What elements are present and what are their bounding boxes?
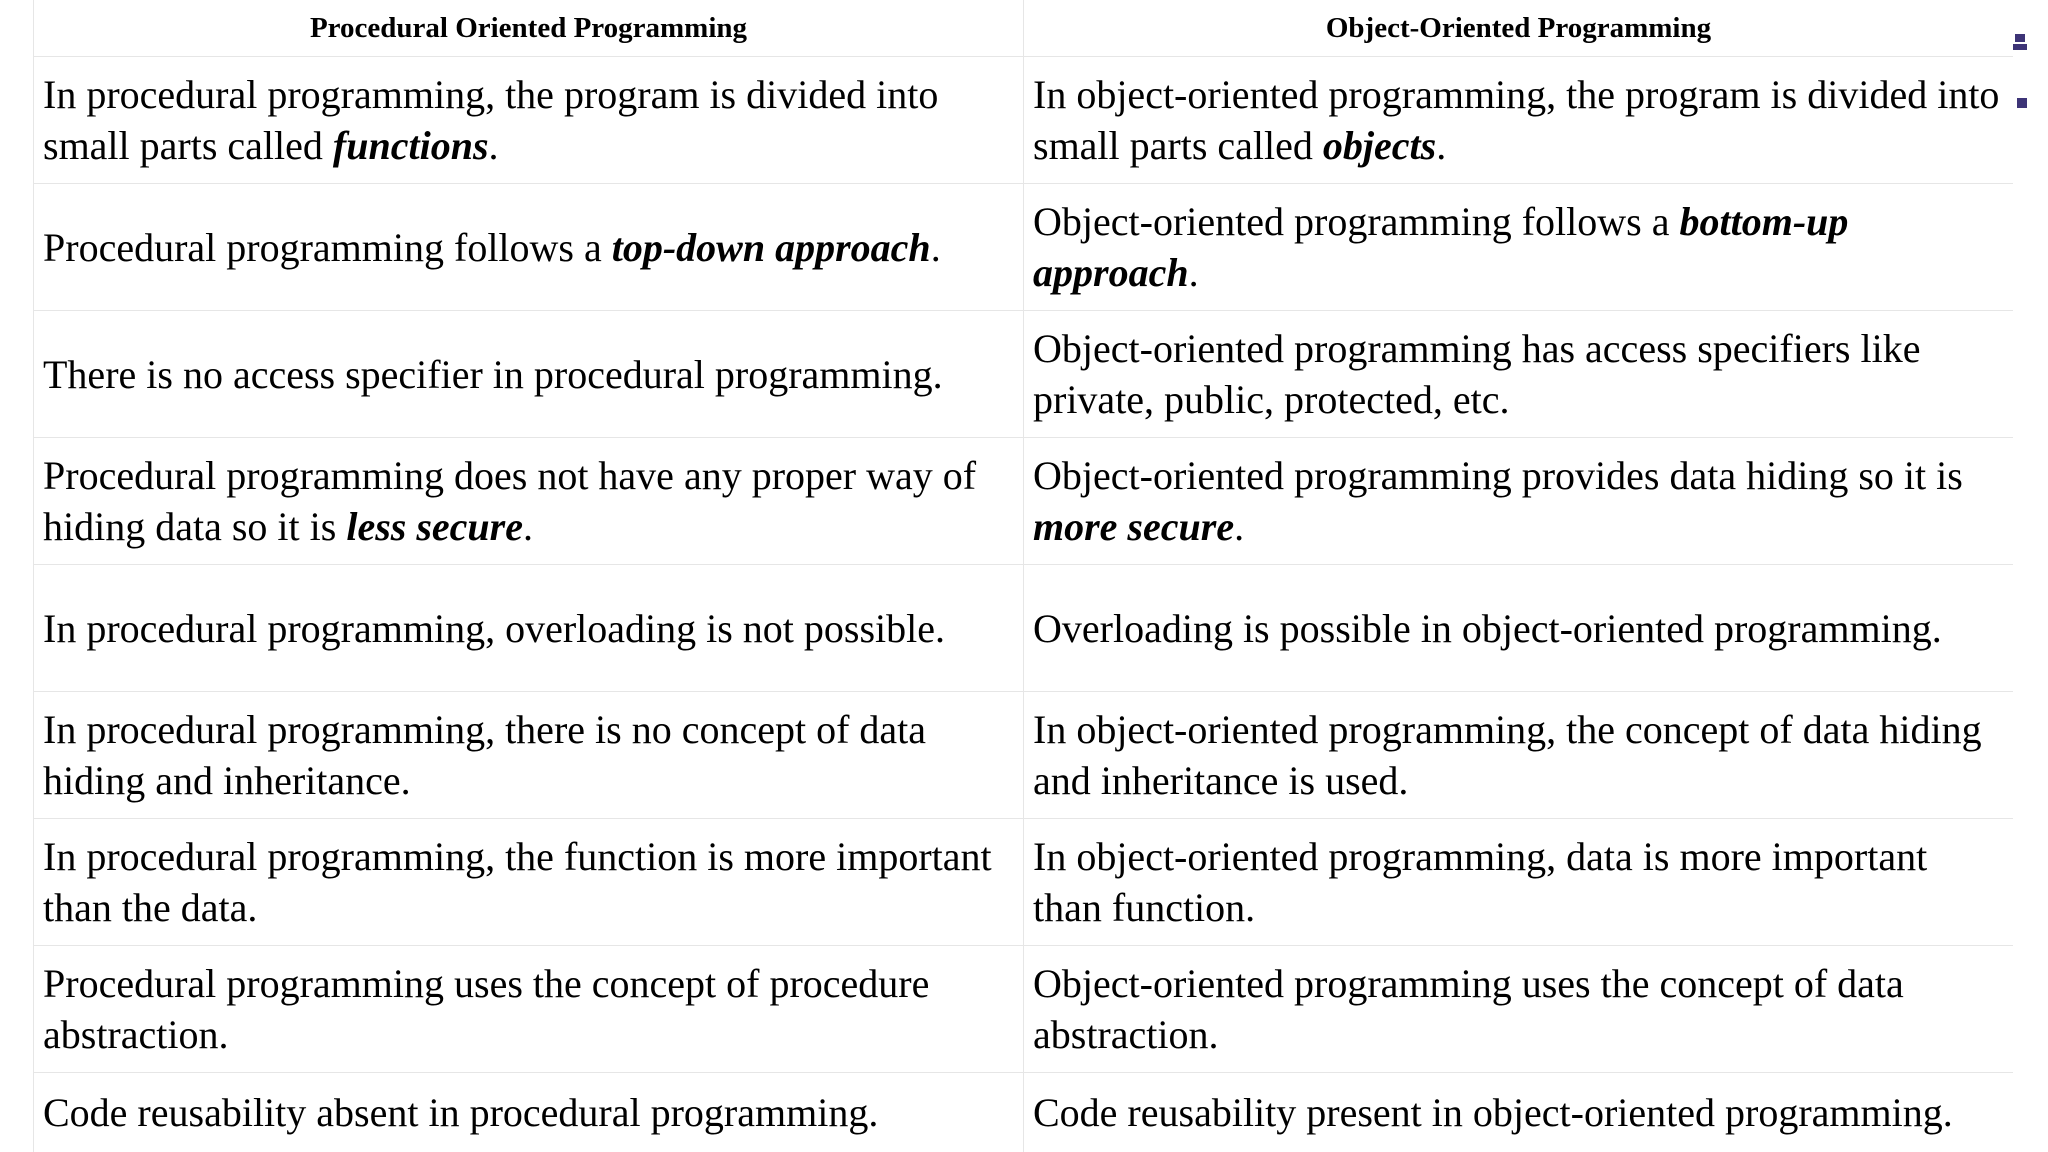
cell-text: Object-oriented programming follows a [1033,199,1680,244]
cell-text: . [1234,504,1245,549]
procedural-cell [34,57,1024,184]
cell-text: In object-oriented programming, the program is divided into small parts called [1033,72,2000,168]
cell-text: In procedural programming, the function is more important than the data. [43,834,992,930]
emphasized-term: objects [1322,123,1437,168]
cell-text: . [522,504,533,549]
cell-text: Procedural programming follows a [43,224,612,270]
table-row [34,946,2014,1073]
procedural-cell [34,565,1024,692]
table-row [34,311,2014,438]
table-header-row [34,0,2014,57]
emphasized-term: less secure [346,504,523,549]
object-oriented-cell [1024,311,2014,438]
cell-text: There is no access specifier in procedural programming. [43,351,943,397]
cell-text: Object-oriented programming provides data hiding so it is [1033,453,1963,498]
cell-text: Code reusability present in object-oriented programming. [1033,1090,1953,1135]
emphasized-term: functions [332,123,489,168]
table-row [34,692,2014,819]
cell-text: Object-oriented programming uses the concept of data abstraction. [1033,961,1904,1057]
procedural-cell [34,438,1024,565]
edge-logo-fragment [2013,34,2027,112]
header-procedural: Procedural Oriented Programming [34,0,1024,57]
table-row [34,184,2014,311]
comparison-table-container [33,0,2013,1152]
object-oriented-cell [1024,1073,2014,1152]
object-oriented-cell [1024,57,2014,184]
cell-text: . [930,224,941,270]
cell-text: In object-oriented programming, the concept of data hiding and inheritance is used. [1033,707,1982,803]
cell-text: Procedural programming uses the concept of procedure abstraction. [43,961,930,1057]
cell-text: . [488,123,499,168]
object-oriented-cell [1024,692,2014,819]
cell-text: In procedural programming, overloading is not possible. [43,605,946,651]
procedural-cell [34,692,1024,819]
emphasized-term: top-down approach [611,224,931,270]
procedural-cell [34,1073,1024,1152]
object-oriented-cell [1024,184,2014,311]
comparison-table [33,0,2013,1152]
table-body [34,57,2014,1152]
procedural-cell [34,819,1024,946]
cell-text: In procedural programming, the program is divided into small parts called [43,72,939,168]
object-oriented-cell [1024,819,2014,946]
table-row [34,819,2014,946]
header-object-oriented: Object-Oriented Programming [1024,0,2014,57]
cell-text: . [1188,250,1199,295]
cell-text: Overloading is possible in object-oriented programming. [1033,605,1942,651]
cell-text: Procedural programming does not have any proper way of hiding data so it is [43,453,977,549]
cell-text: Object-oriented programming has access specifiers like private, public, protected, etc. [1033,326,1921,422]
table-row [34,438,2014,565]
cell-text: Code reusability absent in procedural programming. [43,1090,879,1135]
table-row [34,57,2014,184]
object-oriented-cell [1024,438,2014,565]
object-oriented-cell [1024,946,2014,1073]
procedural-cell [34,946,1024,1073]
procedural-cell [34,184,1024,311]
emphasized-term: bottom-up approach [1033,199,1849,295]
table-row [34,1073,2014,1152]
cell-text: In object-oriented programming, data is more important than function. [1033,834,1928,930]
emphasized-term: more secure [1033,504,1235,549]
table-row [34,565,2014,692]
cell-text: . [1436,123,1447,168]
object-oriented-cell [1024,565,2014,692]
cell-text: In procedural programming, there is no concept of data hiding and inheritance. [43,707,927,803]
procedural-cell [34,311,1024,438]
